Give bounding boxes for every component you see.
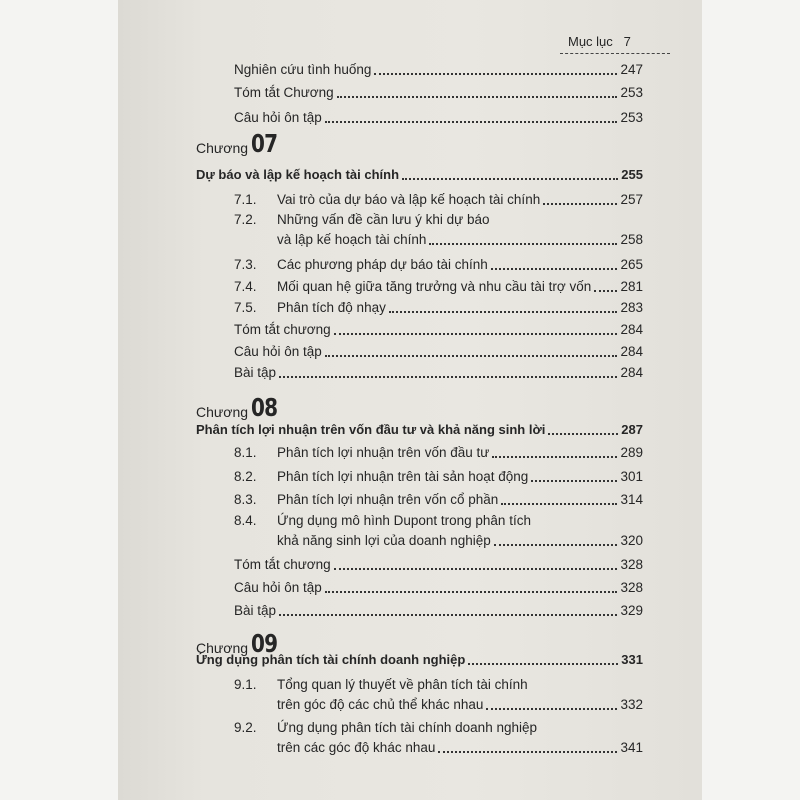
toc-page-number: 265 <box>620 257 643 272</box>
toc-entry-number: 7.5. <box>234 300 257 315</box>
dot-leader <box>492 456 617 458</box>
toc-entry-label: Phân tích độ nhạy <box>277 300 386 315</box>
toc-entry-label: Phân tích lợi nhuận trên vốn đầu tư và khả năng sinh lời <box>196 422 546 437</box>
toc-entry[interactable] <box>234 232 643 248</box>
toc-entry-number: 7.3. <box>234 257 257 272</box>
toc-entry-number: 9.2. <box>234 720 257 735</box>
toc-entry[interactable] <box>234 740 643 756</box>
dot-leader <box>468 663 618 665</box>
toc-page-number: 283 <box>620 300 643 315</box>
dot-leader <box>325 355 618 357</box>
dot-leader <box>402 178 618 180</box>
toc-page-number: 253 <box>620 110 643 125</box>
toc-page-number: 247 <box>620 62 643 77</box>
toc-page-number: 301 <box>620 469 643 484</box>
chapter-word: Chương <box>196 640 249 656</box>
toc-entry-number: 7.2. <box>234 212 257 227</box>
toc-page-number: 289 <box>620 445 643 460</box>
dot-leader <box>501 503 617 505</box>
dot-leader <box>389 311 618 313</box>
toc-entry[interactable] <box>234 557 643 573</box>
toc-entry[interactable] <box>234 279 643 295</box>
dot-leader <box>531 480 617 482</box>
toc-entry-label: Vai trò của dự báo và lập kế hoạch tài chính <box>277 192 541 207</box>
toc-entry-label: khả năng sinh lợi của doanh nghiệp <box>277 533 491 548</box>
chapter-number: 08 <box>251 393 278 422</box>
chapter-heading <box>196 393 284 422</box>
toc-entry[interactable] <box>234 344 643 360</box>
toc-entry[interactable] <box>234 365 643 381</box>
toc-entry[interactable] <box>234 492 643 508</box>
toc-entry-label: trên góc độ các chủ thể khác nhau <box>277 697 484 712</box>
toc-entry-label: Phân tích lợi nhuận trên tài sản hoạt động <box>277 469 529 484</box>
toc-page-number: 320 <box>620 533 643 548</box>
chapter-heading <box>196 129 284 158</box>
dot-leader <box>548 433 618 435</box>
toc-entry-label-line1: Ứng dụng mô hình Dupont trong phân tích <box>277 513 531 528</box>
toc-entry-number: 8.3. <box>234 492 257 507</box>
dot-leader <box>438 751 617 753</box>
running-header <box>568 34 631 49</box>
toc-entry-number: 9.1. <box>234 677 257 692</box>
toc-entry-number: 8.4. <box>234 513 257 528</box>
dot-leader <box>594 290 617 292</box>
chapter-word: Chương <box>196 404 249 420</box>
toc-entry-number: 8.1. <box>234 445 257 460</box>
toc-page-number: 257 <box>620 192 643 207</box>
toc-entry[interactable] <box>234 62 643 78</box>
toc-entry[interactable] <box>234 110 643 126</box>
toc-entry-label-line1: Ứng dụng phân tích tài chính doanh nghiệp <box>277 720 537 735</box>
dot-leader <box>279 614 617 616</box>
toc-page-number: 331 <box>621 652 643 667</box>
chapter-title-entry[interactable] <box>196 652 643 668</box>
dot-leader <box>325 591 618 593</box>
toc-entry-label: Tóm tắt Chương <box>234 85 334 100</box>
header-divider <box>560 53 670 54</box>
chapter-word: Chương <box>196 140 249 156</box>
toc-entry-label: Bài tập <box>234 603 277 618</box>
toc-entry[interactable] <box>234 580 643 596</box>
toc-entry[interactable] <box>234 697 643 713</box>
chapter-number: 07 <box>251 129 278 158</box>
toc-entry[interactable] <box>234 257 643 273</box>
toc-page-number: 281 <box>620 279 643 294</box>
toc-entry-label: Mối quan hệ giữa tăng trưởng và nhu cầu tài trợ vốn <box>277 279 592 294</box>
toc-entry-label: Câu hỏi ôn tập <box>234 580 322 595</box>
toc-entry[interactable] <box>234 192 643 208</box>
toc-entry[interactable] <box>234 533 643 549</box>
toc-entry-label: Câu hỏi ôn tập <box>234 110 322 125</box>
chapter-title-entry[interactable] <box>196 167 643 183</box>
toc-entry[interactable] <box>234 603 643 619</box>
toc-entry[interactable] <box>234 469 643 485</box>
toc-entry-label: và lập kế hoạch tài chính <box>277 232 427 247</box>
toc-entry-label: Tóm tắt chương <box>234 557 331 572</box>
dot-leader <box>337 96 618 98</box>
toc-entry-label-line1: Những vấn đề cần lưu ý khi dự báo <box>277 212 490 227</box>
toc-page-number: 258 <box>620 232 643 247</box>
toc-entry-label: Câu hỏi ôn tập <box>234 344 322 359</box>
dot-leader <box>334 568 618 570</box>
dot-leader <box>491 268 618 270</box>
toc-page-number: 328 <box>620 557 643 572</box>
dot-leader <box>334 333 618 335</box>
dot-leader <box>325 121 618 123</box>
toc-entry-number: 8.2. <box>234 469 257 484</box>
toc-entry-label: Nghiên cứu tình huống <box>234 62 372 77</box>
chapter-number: 09 <box>251 629 278 658</box>
toc-entry-label: trên các góc độ khác nhau <box>277 740 436 755</box>
toc-entry-label: Bài tập <box>234 365 277 380</box>
toc-entry-number: 7.1. <box>234 192 257 207</box>
toc-entry-label: Tóm tắt chương <box>234 322 331 337</box>
toc-page-number: 328 <box>620 580 643 595</box>
toc-entry[interactable] <box>234 322 643 338</box>
toc-entry-label: Phân tích lợi nhuận trên vốn đầu tư <box>277 445 490 460</box>
toc-entry-label: Ứng dụng phân tích tài chính doanh nghiệp <box>196 652 466 667</box>
toc-page-number: 284 <box>620 365 643 380</box>
toc-entry-label: Dự báo và lập kế hoạch tài chính <box>196 167 400 182</box>
toc-entry[interactable] <box>234 300 643 316</box>
toc-page-number: 287 <box>621 422 643 437</box>
chapter-title-entry[interactable] <box>196 422 643 438</box>
dot-leader <box>429 243 617 245</box>
toc-page-number: 341 <box>620 740 643 755</box>
dot-leader <box>486 708 617 710</box>
dot-leader <box>494 544 618 546</box>
toc-page-number: 329 <box>620 603 643 618</box>
toc-page-number: 255 <box>621 167 643 182</box>
toc-entry-label: Phân tích lợi nhuận trên vốn cổ phần <box>277 492 499 507</box>
toc-page-number: 314 <box>620 492 643 507</box>
toc-entry-label: Các phương pháp dự báo tài chính <box>277 257 488 272</box>
toc-page-number: 332 <box>620 697 643 712</box>
toc-page-number: 253 <box>620 85 643 100</box>
toc-entry[interactable] <box>234 85 643 101</box>
toc-entry[interactable] <box>234 445 643 461</box>
toc-entry-number: 7.4. <box>234 279 257 294</box>
dot-leader <box>543 203 617 205</box>
header-page-number: 7 <box>623 34 631 49</box>
dot-leader <box>279 376 617 378</box>
toc-page-number: 284 <box>620 344 643 359</box>
header-section: Mục lục <box>568 34 613 49</box>
toc-page-number: 284 <box>620 322 643 337</box>
toc-entry-label-line1: Tổng quan lý thuyết về phân tích tài chính <box>277 677 528 692</box>
dot-leader <box>374 73 617 75</box>
